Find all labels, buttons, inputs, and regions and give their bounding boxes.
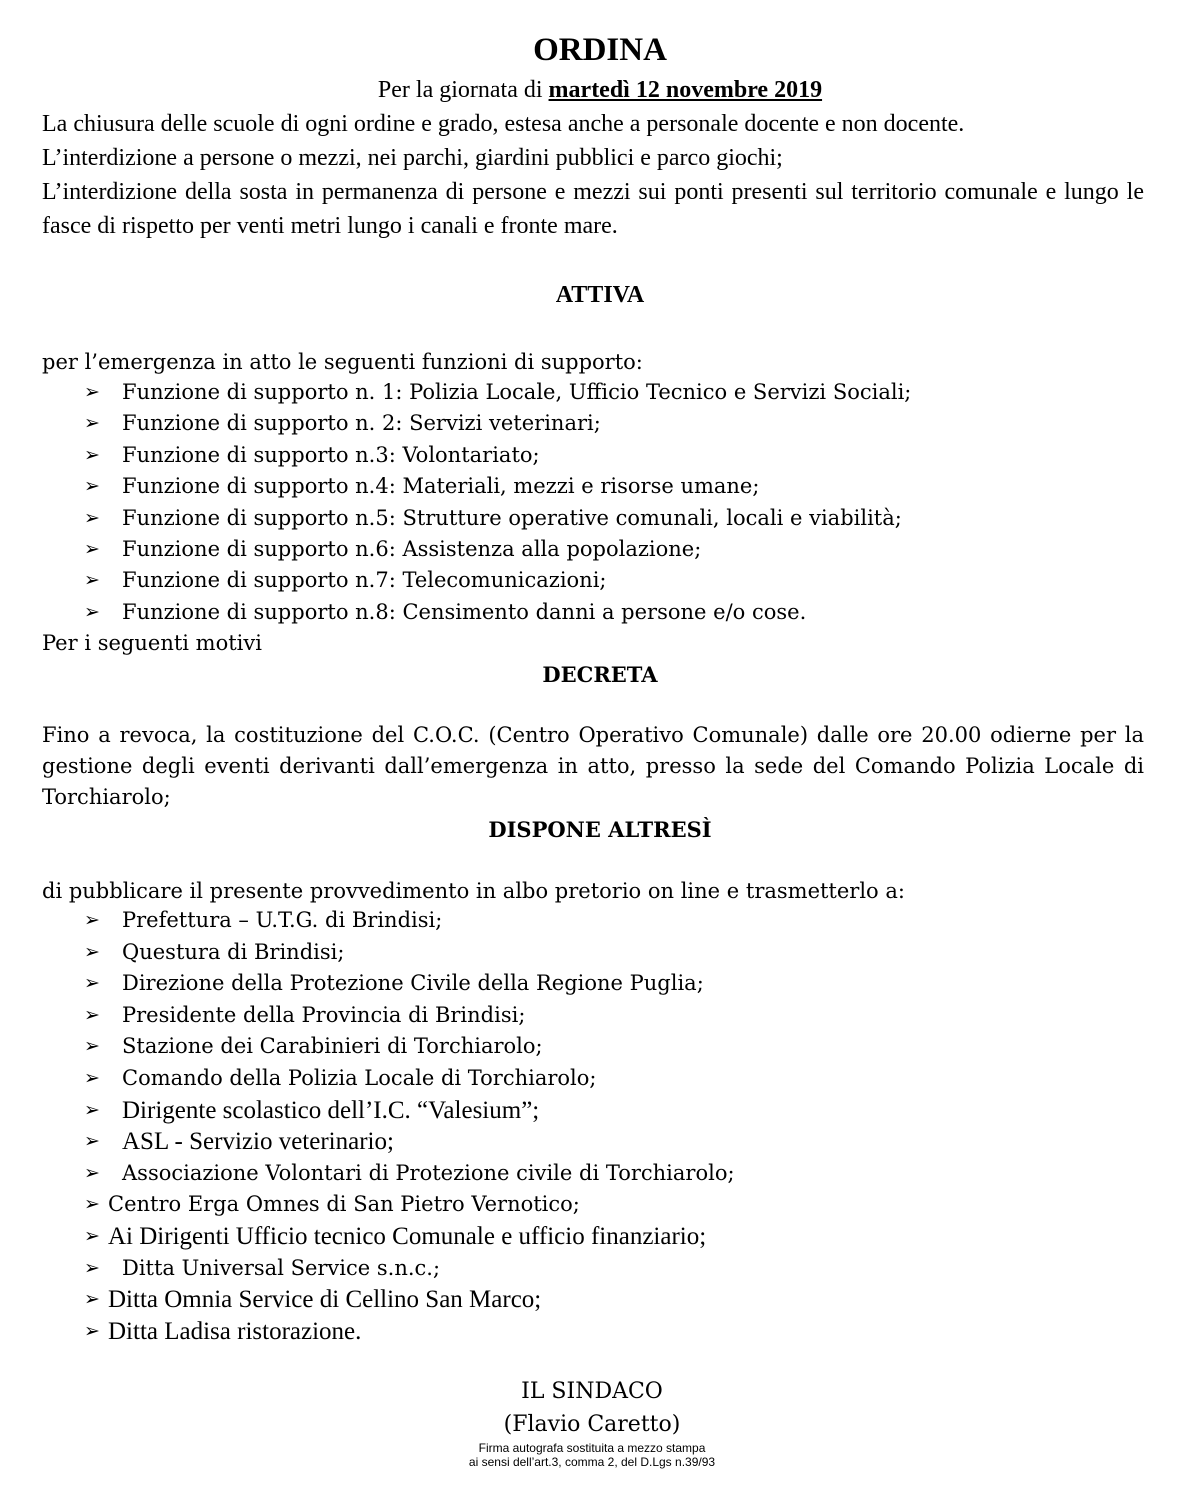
arrow-bullet-icon: ➢ (84, 537, 100, 560)
dispone-intro: di pubblicare il presente provvedimento in albo pretorio on line e trasmetterlo a: (42, 879, 905, 903)
list-item: ➢ Dirigente scolastico dell’I.C. “Valesium”; (84, 1095, 1144, 1127)
date-prefix: Per la giornata di (377, 77, 549, 103)
list-item: ➢ ASL - Servizio veterinario; (84, 1126, 1144, 1158)
arrow-bullet-icon: ➢ (84, 940, 100, 963)
list-item: ➢ Direzione della Protezione Civile della Regione Puglia; (84, 968, 1144, 1000)
list-item: ➢ Associazione Volontari di Protezione civile di Torchiarolo; (84, 1158, 1144, 1190)
list-item: ➢ Funzione di supporto n.6: Assistenza alla popolazione; (84, 534, 1144, 565)
arrow-bullet-icon: ➢ (84, 1003, 100, 1026)
ordina-paragraph: La chiusura delle scuole di ogni ordine e grado, estesa anche a personale docente e non docente. (42, 111, 965, 137)
ordina-date-line (0, 75, 1200, 105)
list-item: ➢ Presidente della Provincia di Brindisi; (84, 1000, 1144, 1032)
attiva-intro: per l’emergenza in atto le seguenti funzioni di supporto: (42, 350, 643, 374)
ordina-heading: ORDINA (533, 32, 667, 68)
arrow-bullet-icon: ➢ (84, 412, 100, 435)
arrow-bullet-icon: ➢ (84, 600, 100, 623)
motivi-line: Per i seguenti motivi (42, 631, 262, 655)
arrow-bullet-icon: ➢ (84, 972, 100, 995)
signature-note-1: Firma autografa sostituita a mezzo stampa (478, 1441, 706, 1455)
arrow-bullet-icon: ➢ (84, 1035, 100, 1058)
list-item: ➢ Ai Dirigenti Ufficio tecnico Comunale e ufficio finanziario; (84, 1221, 1144, 1253)
list-item: ➢ Prefettura – U.T.G. di Brindisi; (84, 905, 1144, 937)
list-item: ➢ Funzione di supporto n.7: Telecomunicazioni; (84, 565, 1144, 596)
arrow-bullet-icon: ➢ (84, 443, 100, 466)
arrow-bullet-icon: ➢ (84, 569, 100, 592)
decreta-heading: DECRETA (542, 662, 658, 687)
decreta-paragraph: Fino a revoca, la costituzione del C.O.C. (Centro Operativo Comunale) dalle ore 20.00 odierne per la gestione degli eventi derivanti dall’emergenza in atto, presso la sede del Comando Polizia Locale di Torchiarolo; (42, 723, 1144, 809)
ordina-paragraph: L’interdizione a persone o mezzi, nei parchi, giardini pubblici e parco giochi; (42, 145, 783, 171)
arrow-bullet-icon: ➢ (84, 1288, 100, 1311)
arrow-bullet-icon: ➢ (84, 1161, 100, 1184)
arrow-bullet-icon: ➢ (84, 1066, 100, 1089)
list-item: ➢ Stazione dei Carabinieri di Torchiarolo; (84, 1031, 1144, 1063)
arrow-bullet-icon: ➢ (84, 1193, 100, 1216)
arrow-bullet-icon: ➢ (84, 506, 100, 529)
list-item: ➢ Funzione di supporto n.3: Volontariato; (84, 440, 1144, 471)
arrow-bullet-icon: ➢ (84, 381, 100, 403)
list-item: ➢ Funzione di supporto n. 2: Servizi veterinari; (84, 408, 1144, 439)
list-item: ➢ Ditta Universal Service s.n.c.; (84, 1253, 1144, 1285)
arrow-bullet-icon: ➢ (84, 909, 100, 931)
list-item: ➢ Funzione di supporto n.8: Censimento danni a persone e/o cose. (84, 597, 1144, 628)
list-item: ➢ Ditta Omnia Service di Cellino San Marco; (84, 1284, 1144, 1316)
list-item: ➢ Ditta Ladisa ristorazione. (84, 1316, 1144, 1348)
list-item: ➢ Funzione di supporto n.5: Strutture operative comunali, locali e viabilità; (84, 503, 1144, 534)
attiva-heading: ATTIVA (555, 282, 645, 308)
list-item: ➢ Funzione di supporto n.4: Materiali, mezzi e risorse umane; (84, 471, 1144, 502)
ordina-paragraph: L’interdizione della sosta in permanenza di persone e mezzi sui ponti presenti sul territorio comunale e lungo le fasce di rispetto per venti metri lungo i canali e fronte mare. (42, 179, 1144, 239)
list-item: ➢ Funzione di supporto n. 1: Polizia Locale, Ufficio Tecnico e Servizi Sociali; (84, 377, 1144, 408)
recipients-list (84, 905, 1144, 1347)
arrow-bullet-icon: ➢ (84, 475, 100, 498)
ordina-date: martedì 12 novembre 2019 (548, 77, 823, 103)
signature-note-2: ai sensi dell’art.3, comma 2, del D.Lgs n.39/93 (468, 1455, 716, 1469)
arrow-bullet-icon: ➢ (84, 1256, 100, 1279)
mayor-title: IL SINDACO (521, 1379, 663, 1404)
list-item: ➢ Questura di Brindisi; (84, 937, 1144, 969)
list-item: ➢ Comando della Polizia Locale di Torchiarolo; (84, 1063, 1144, 1095)
arrow-bullet-icon: ➢ (84, 1319, 100, 1342)
support-functions-list (84, 377, 1144, 628)
arrow-bullet-icon: ➢ (84, 1224, 100, 1247)
mayor-name: (Flavio Caretto) (503, 1412, 681, 1437)
dispone-heading: DISPONE ALTRESÌ (488, 817, 712, 842)
ordina-paragraphs (42, 107, 1144, 243)
arrow-bullet-icon: ➢ (84, 1130, 100, 1153)
arrow-bullet-icon: ➢ (84, 1098, 100, 1121)
list-item: ➢ Centro Erga Omnes di San Pietro Vernotico; (84, 1189, 1144, 1221)
